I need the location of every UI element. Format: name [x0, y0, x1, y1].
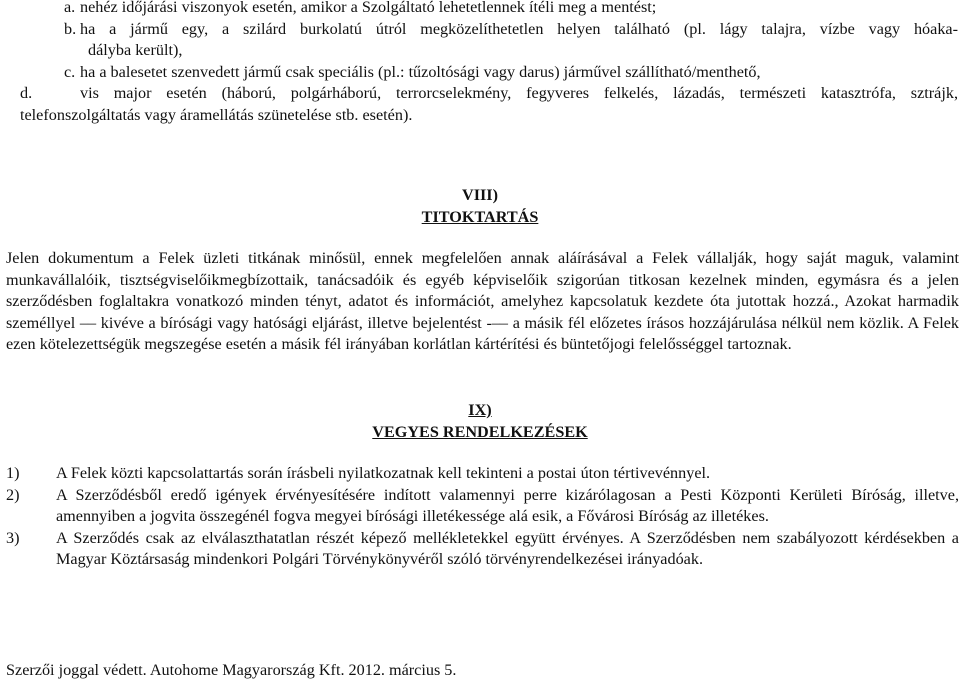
list-item — [6, 463, 959, 485]
list-marker: a. — [64, 0, 76, 16]
section-number: VIII) — [462, 186, 498, 204]
list-marker: c. — [64, 62, 76, 81]
list-item-text: A Szerződésből eredő igények érvényesítésére indított valamennyi perre kizárólagosan a Pesti Központi Kerületi Bíróság, illetve, amennyiben a jogvita összegénél fogva megyei bírósági illetékessége alá esik, a Fővárosi Bíróság az illetékes. — [56, 485, 959, 525]
list-item — [6, 528, 959, 571]
section-title: VEGYES RENDELKEZÉSEK — [372, 422, 588, 441]
exception-list — [20, 0, 960, 126]
list-item-text: A Szerződés csak az elválaszthatatlan részét képező mellékletekkel együtt érvényes. A Szerződésben nem szabályozott kérdésekben a Magyar Köztársaság mindenkori Polgári Törvénykönyvéről szóló törvényrendelkezései irányadóak. — [56, 528, 959, 568]
list-item-text: nehéz időjárási viszonyok esetén, amikor a Szolgáltató lehetetlennek ítéli meg a mentést; — [80, 0, 657, 16]
list-item-text: vis major esetén (háború, polgárháború, terrorcselekmény, fegyveres felkelés, lázadás, természeti katasztrófa, sztrájk, telefonszolgáltatás vagy áramellátás szünetelése stb. esetén). — [20, 84, 958, 124]
list-item-text-line: ha a jármű egy, a szilárd burkolatú útról megközelíthetetlen helyen található (pl. lágy talajra, vízbe vagy hóaka- — [80, 19, 958, 38]
section-heading-ix — [0, 400, 960, 443]
list-item — [20, 19, 960, 62]
list-item-text: ha a balesetet szenvedett jármű csak speciális (pl.: tűzoltósági vagy darus) járművel szállítható/menthető, — [80, 62, 761, 81]
list-marker: 2) — [6, 485, 20, 504]
list-item-text-line: dályba került), — [88, 41, 183, 59]
list-marker: d. — [20, 84, 33, 102]
section-heading-viii — [0, 185, 960, 228]
list-item-text: A Felek közti kapcsolattartás során írásbeli nyilatkozatnak kell tekinteni a postai úton tértivevénnyel. — [56, 464, 711, 482]
list-marker: b. — [64, 19, 77, 38]
copyright-footer: Szerzői joggal védett. Autohome Magyarország Kft. 2012. március 5. — [6, 661, 457, 679]
list-item — [0, 83, 960, 126]
list-item — [6, 485, 959, 528]
list-marker: 3) — [6, 528, 20, 547]
list-item — [20, 62, 960, 84]
section-title: TITOKTARTÁS — [421, 207, 539, 226]
section-number: IX) — [468, 401, 492, 419]
list-marker: 1) — [6, 464, 20, 482]
list-item — [20, 0, 960, 19]
provisions-list — [6, 463, 959, 571]
list-item-text — [80, 19, 960, 62]
confidentiality-paragraph: Jelen dokumentum a Felek üzleti titkának minősül, ennek megfelelően annak aláírásával a Felek vállalják, hogy saját maguk, valamint munkavállalóik, tisztségviselőikmegbízottaik, tanácsadóik és egyéb képviselőik szigorúan titkosan kezelnek minden, egymásra és a jelen szerződésben foglaltakra vonatkozó minden tényt, adatot és információt, amelyhez kapcsolatuk kezdete óta jutottak hozzá., Azokat harmadik személlyel –– kivéve a bírósági vagy hatósági eljárást, illetve bejelentést -–– a másik fél előzetes írásos hozzájárulása nélkül nem közlik. A Felek ezen kötelezettségük megszegése esetén a másik fél irányában korlátlan kártérítési és büntetőjogi felelősséggel tartoznak. — [6, 249, 959, 353]
